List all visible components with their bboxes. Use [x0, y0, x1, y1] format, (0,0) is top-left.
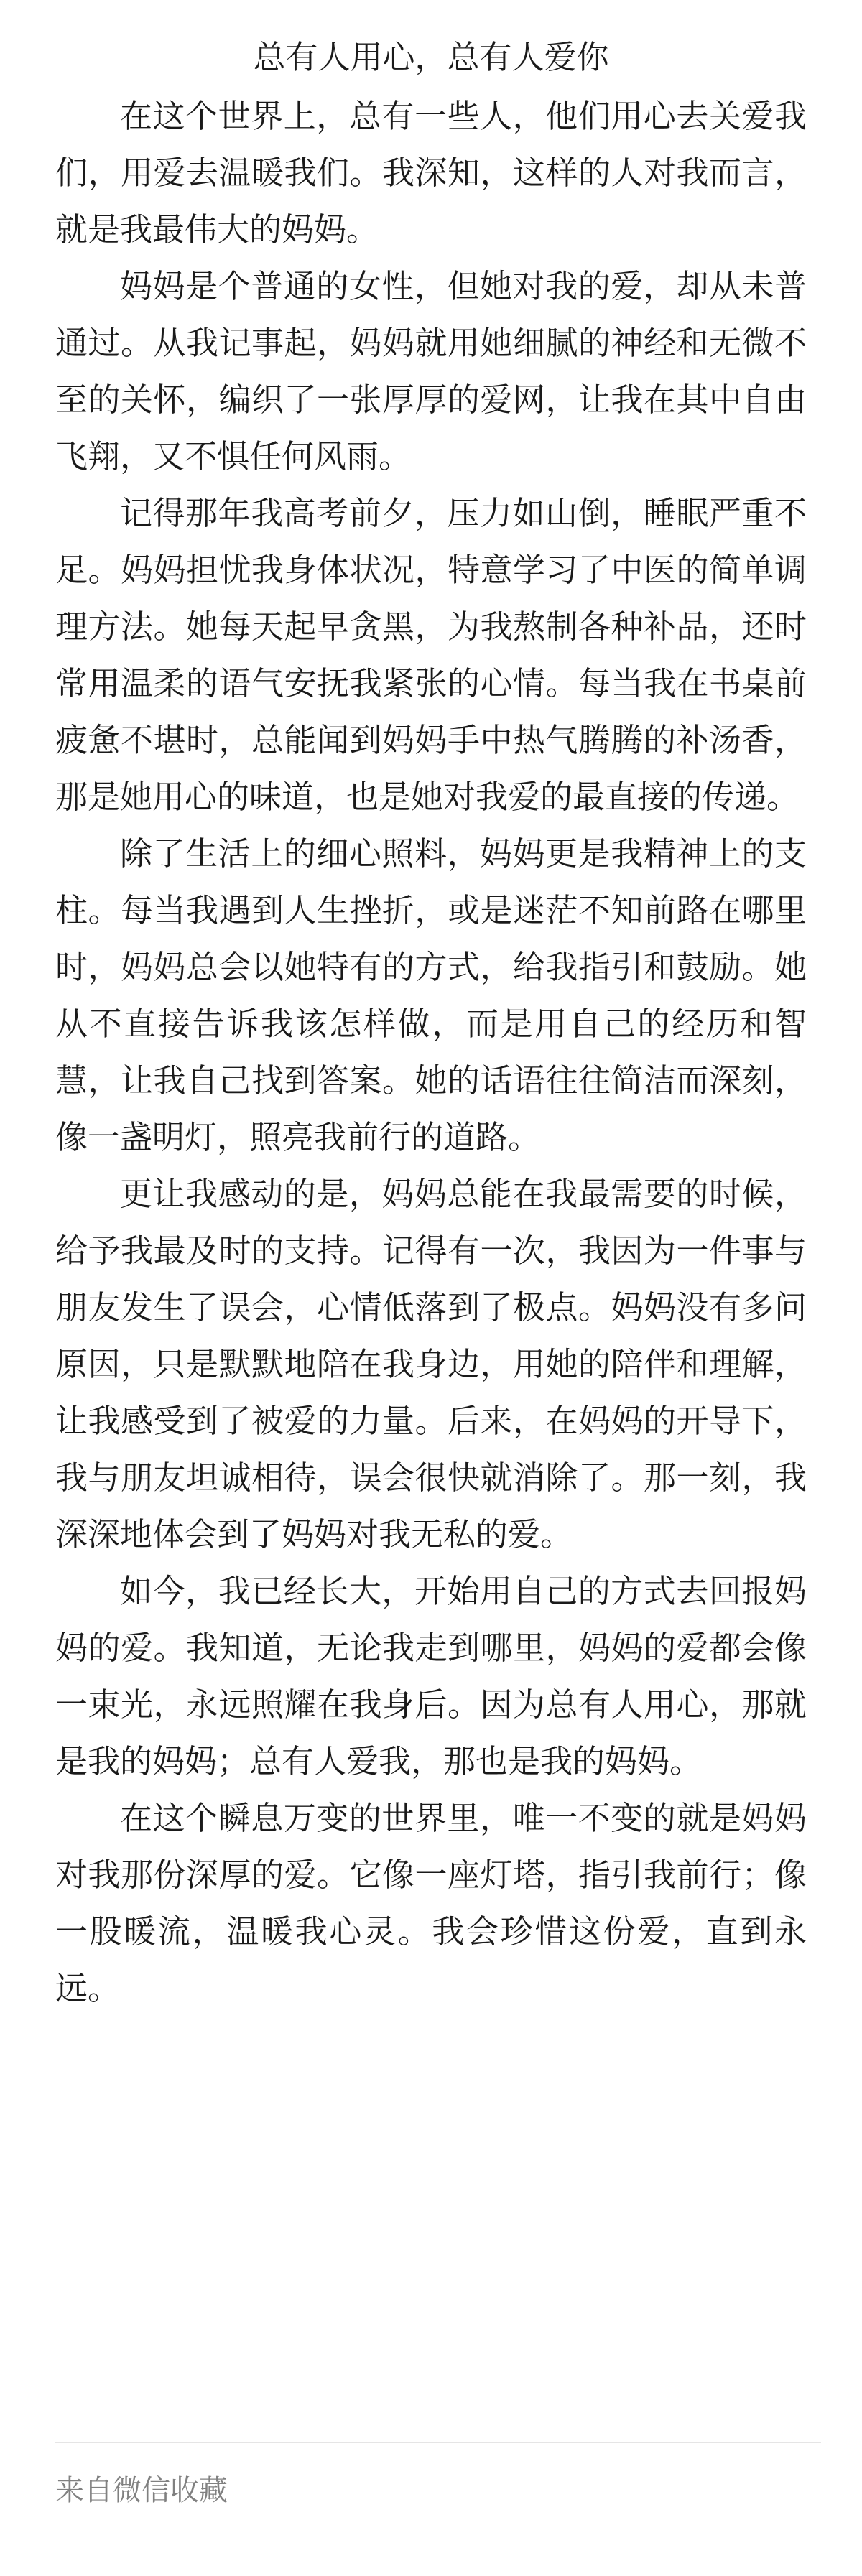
- article-paragraph-6: 如今，我已经长大，开始用自己的方式去回报妈妈的爱。我知道，无论我走到哪里，妈妈的爱都会像一束光，永远照耀在我身后。因为总有人用心，那就是我的妈妈；总有人爱我，那也是我的妈妈。: [55, 1572, 807, 1780]
- footer: [55, 2442, 821, 2511]
- source-label: 来自微信收藏: [55, 2474, 228, 2507]
- article-paragraph-2: 妈妈是个普通的女性，但她对我的爱，却从未普通过。从我记事起，妈妈就用她细腻的神经和无微不至的关怀，编织了一张厚厚的爱网，让我在其中自由飞翔，又不惧任何风雨。: [55, 267, 807, 475]
- article-paragraph-1: 在这个世界上，总有一些人，他们用心去关爱我们，用爱去温暖我们。我深知，这样的人对我而言，就是我最伟大的妈妈。: [55, 97, 807, 248]
- article-paragraph-5: 更让我感动的是，妈妈总能在我最需要的时候，给予我最及时的支持。记得有一次，我因为一件事与朋友发生了误会，心情低落到了极点。妈妈没有多问原因，只是默默地陪在我身边，用她的陪伴和理解，让我感受到了被爱的力量。后来，在妈妈的开导下，我与朋友坦诚相待，误会很快就消除了。那一刻，我深深地体会到了妈妈对我无私的爱。: [55, 1175, 807, 1553]
- article-title: 总有人用心，总有人爱你: [253, 38, 609, 76]
- article-paragraph-7: 在这个瞬息万变的世界里，唯一不变的就是妈妈对我那份深厚的爱。它像一座灯塔，指引我前行；像一股暖流，温暖我心灵。我会珍惜这份爱，直到永远。: [55, 1799, 807, 2007]
- article-paragraph-4: 除了生活上的细心照料，妈妈更是我精神上的支柱。每当我遇到人生挫折，或是迷茫不知前路在哪里时，妈妈总会以她特有的方式，给我指引和鼓励。她从不直接告诉我该怎样做，而是用自己的经历和智慧，让我自己找到答案。她的话语往往简洁而深刻，像一盏明灯，照亮我前行的道路。: [55, 834, 807, 1156]
- footer-divider: [55, 2442, 821, 2443]
- article-paragraph-3: 记得那年我高考前夕，压力如山倒，睡眠严重不足。妈妈担忧我身体状况，特意学习了中医的简单调理方法。她每天起早贪黑，为我熬制各种补品，还时常用温柔的语气安抚我紧张的心情。每当我在书桌前疲惫不堪时，总能闻到妈妈手中热气腾腾的补汤香，那是她用心的味道，也是她对我爱的最直接的传递。: [55, 494, 807, 816]
- article: [55, 29, 807, 2017]
